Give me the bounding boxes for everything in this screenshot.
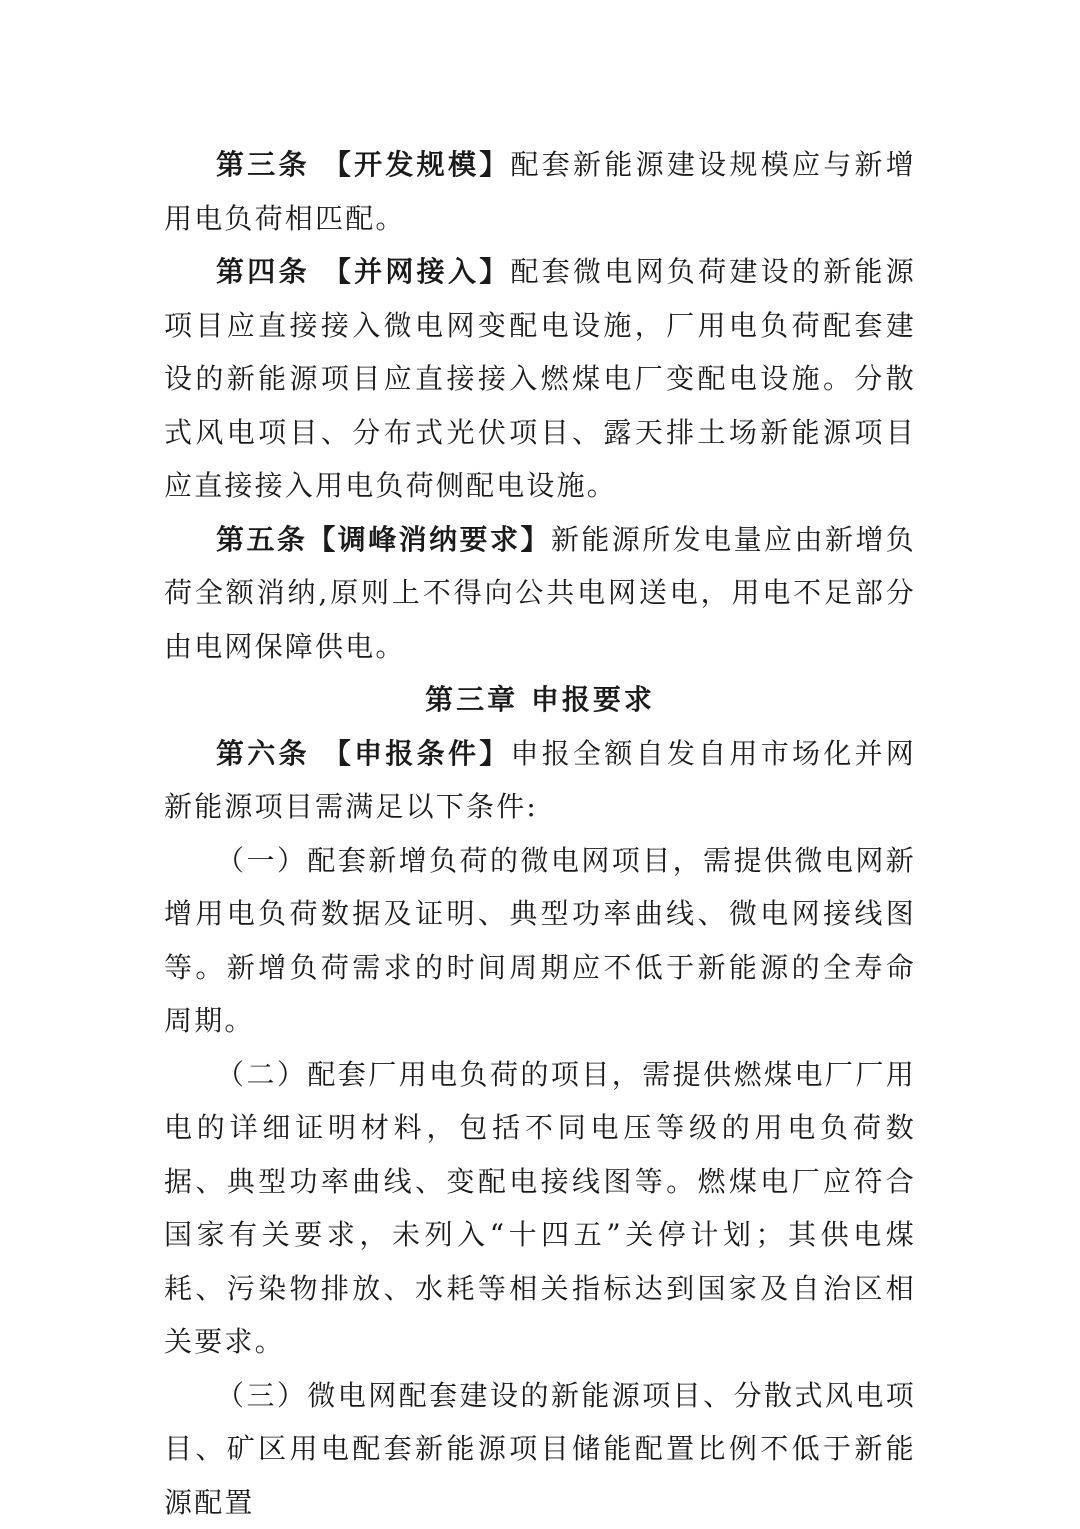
article-4 (164, 245, 916, 513)
item-2: （二）配套厂用电负荷的项目，需提供燃煤电厂厂用电的详细证明材料，包括不同电压等级的用电负荷数据、典型功率曲线、变配电接线图等。燃煤电厂应符合国家有关要求，未列入“十四五”关停计划；其供电煤耗、污染物排放、水耗等相关指标达到国家及自治区相关要求。 (164, 1048, 916, 1369)
article-6-text: 申报全额自发自用市场化并网新能源项目需满足以下条件: (164, 737, 916, 824)
article-6 (164, 727, 916, 834)
item-1: （一）配套新增负荷的微电网项目，需提供微电网新增用电负荷数据及证明、典型功率曲线、微电网接线图等。新增负荷需求的时间周期应不低于新能源的全寿命周期。 (164, 834, 916, 1048)
article-4-text: 配套微电网负荷建设的新能源项目应直接接入微电网变配电设施，厂用电负荷配套建设的新能源项目应直接接入燃煤电厂变配电设施。分散式风电项目、分布式光伏项目、露天排土场新能源项目应直接接入用电负荷侧配电设施。 (164, 255, 916, 502)
article-3-text: 配套新能源建设规模应与新增用电负荷相匹配。 (164, 148, 916, 235)
document-page (164, 138, 916, 1529)
article-5-heading: 第五条【调峰消纳要求】 (216, 523, 551, 556)
chapter-title: 第三章 申报要求 (164, 673, 916, 727)
article-4-heading: 第四条 【并网接入】 (216, 255, 511, 288)
article-3-heading: 第三条 【开发规模】 (216, 148, 511, 181)
article-3 (164, 138, 916, 245)
item-3: （三）微电网配套建设的新能源项目、分散式风电项目、矿区用电配套新能源项目储能配置比例不低于新能源配置 (164, 1369, 916, 1529)
article-5-text: 新能源所发电量应由新增负荷全额消纳,原则上不得向公共电网送电，用电不足部分由电网保障供电。 (164, 523, 916, 663)
article-5 (164, 513, 916, 674)
article-6-heading: 第六条 【申报条件】 (216, 737, 511, 770)
